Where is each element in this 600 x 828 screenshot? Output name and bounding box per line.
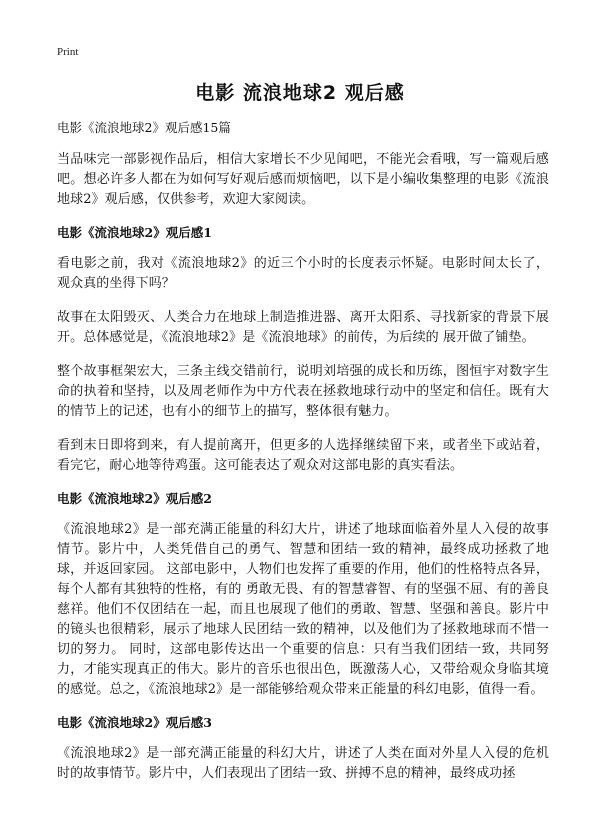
section-paragraph: 看电影之前，我对《流浪地球2》的近三个小时的长度表示怀疑。电影时间太长了，观众真的坐得下吗？ (57, 256, 549, 291)
section-heading: 电影《流浪地球2》观后感3 (57, 715, 212, 730)
document-body (57, 120, 549, 798)
section-paragraph: 《流浪地球2》是一部充满正能量的科幻大片，讲述了人类在面对外星人入侵的危机时的故事情节。影片中，人们表现出了团结一致、拼搏不息的精神，最终成功拯 (57, 746, 549, 781)
document-subtitle: 电影《流浪地球2》观后感15篇 (57, 120, 231, 135)
intro-paragraph: 当品味完一部影视作品后，相信大家增长不少见闻吧，不能光会看哦，写一篇观后感吧。想必许多人都在为如何写好观后感而烦恼吧，以下是小编收集整理的电影《流浪地球2》观后感，仅供参考，欢迎大家阅读。 (57, 152, 549, 207)
section-paragraph: 故事在太阳毁灭、人类合力在地球上制造推进器、离开太阳系、寻找新家的背景下展开。总体感觉是，《流浪地球2》是《流浪地球》的前传，为后续的 展开做了铺垫。 (57, 310, 549, 345)
section-heading: 电影《流浪地球2》观后感2 (57, 491, 212, 506)
print-label: Print (57, 46, 79, 58)
section-paragraph: 看到末日即将到来，有人提前离开，但更多的人选择继续留下来，或者坐下或站着，看完它，耐心地等待鸡蛋。这可能表达了观众对这部电影的真实看法。 (57, 438, 549, 473)
section-paragraph: 《流浪地球2》是一部充满正能量的科幻大片，讲述了地球面临着外星人入侵的故事情节。影片中，人类凭借自己的勇气、智慧和团结一致的精神，最终成功拯救了地球，并返回家园。 这部电影中，人物们也发挥了重要的作用，他们的性格特点各异，每个人都有其独特的性格，有的 勇敢无畏、有的智慧睿智、有的坚强不屈、有的善良慈祥。他们不仅团结在一起，而且也展现了他们的勇敢、智慧、坚强和善良。影片中的镜头也很精彩，展示了地球人民团结一致的精神，以及他们为了拯救地球而不惜一切的努力。 同时，这部电影传达出一个重要的信息：只有当我们团结一致，共同努力，才能实现真正的伟大。影片的音乐也很出色，既激荡人心，又带给观众身临其境的感觉。总之，《流浪地球2》是一部能够给观众带来正能量的科幻电影，值得一看。 (57, 522, 549, 697)
page-title: 电影 流浪地球2 观后感 (195, 82, 405, 104)
section-paragraph: 整个故事框架宏大，三条主线交错前行，说明刘培强的成长和历练，图恒宇对数字生命的执着和坚持，以及周老师作为中方代表在拯救地球行动中的坚定和信任。既有大的情节上的记述，也有小的细节上的描写，整体很有魅力。 (57, 364, 549, 419)
section-heading: 电影《流浪地球2》观后感1 (57, 225, 212, 240)
